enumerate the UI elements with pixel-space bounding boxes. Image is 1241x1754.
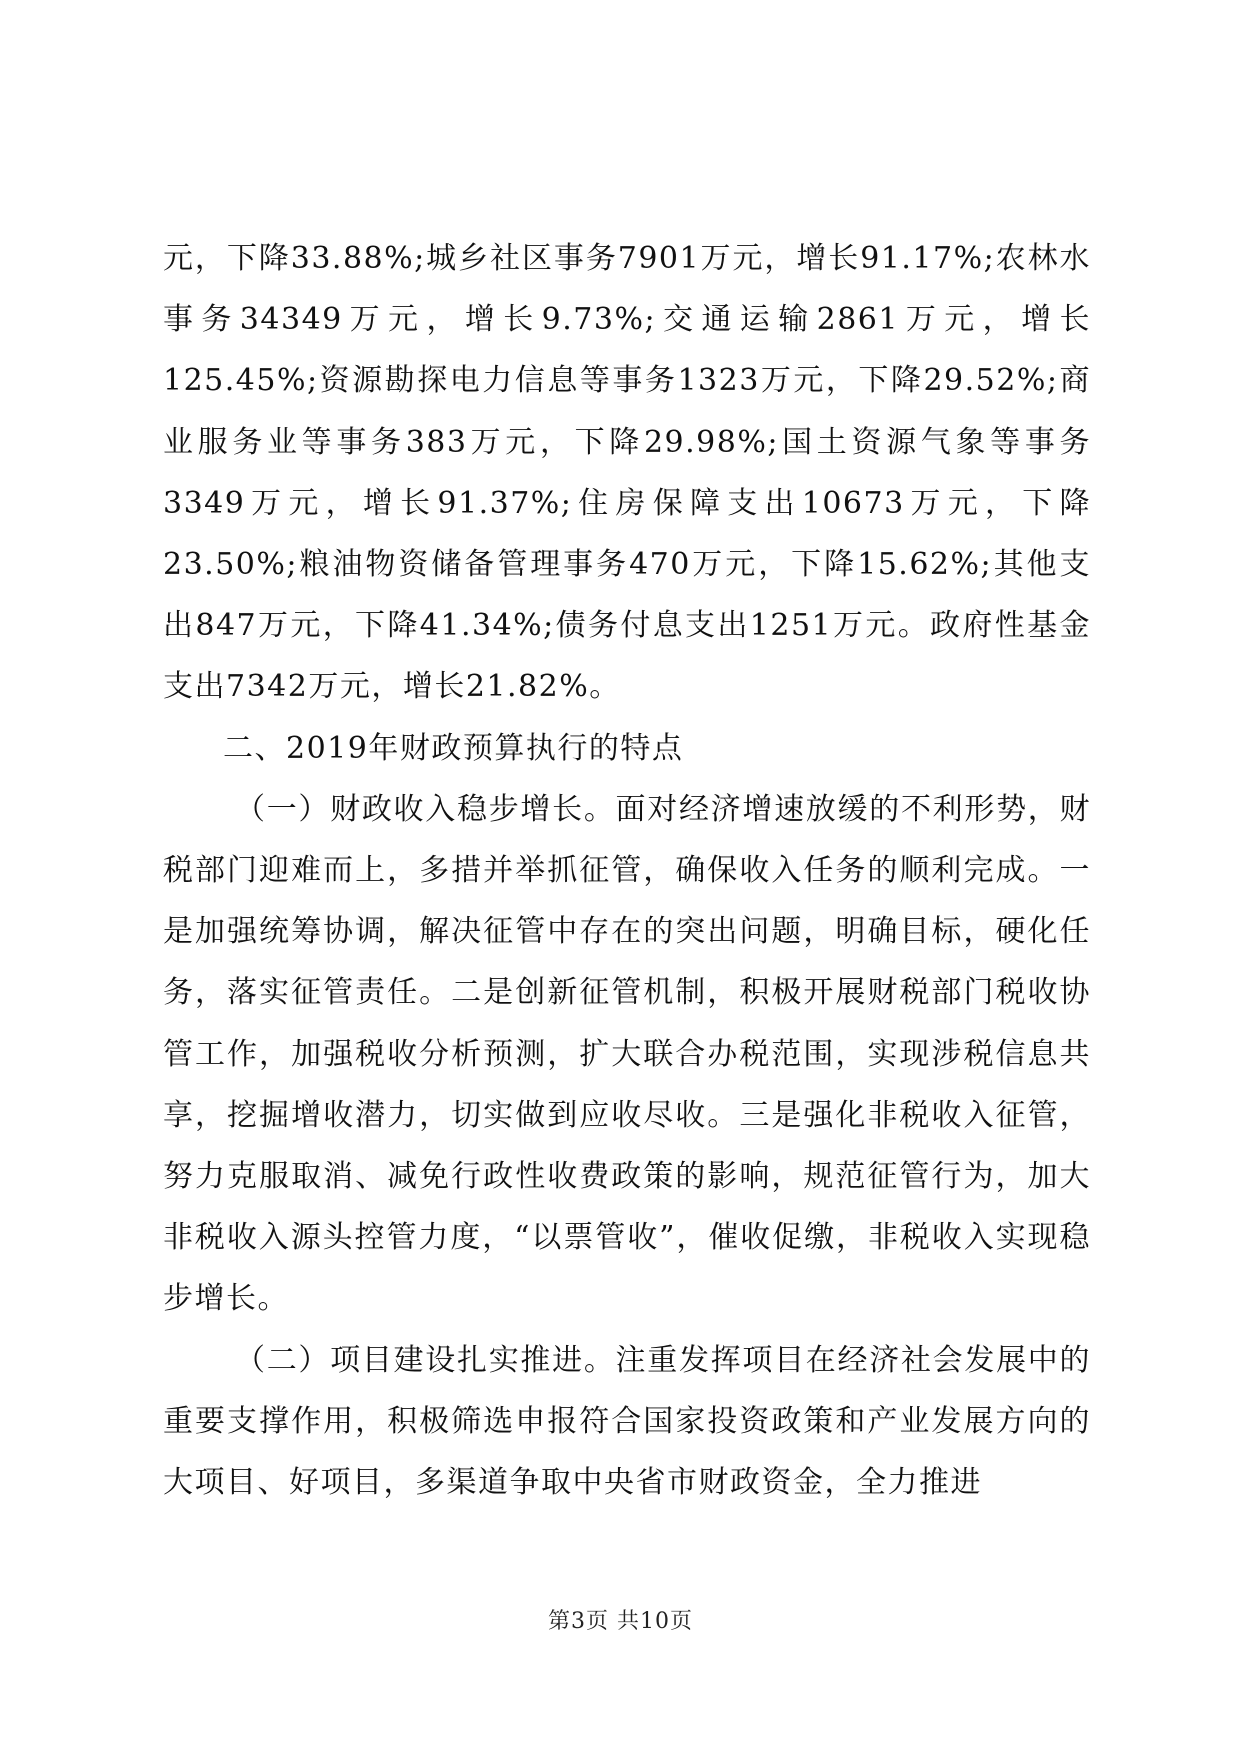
paragraph-revenue-growth: （一）财政收入稳步增长。面对经济增速放缓的不利形势，财税部门迎难而上，多措并举抓征管，确保收入任务的顺利完成。一是加强统筹协调，解决征管中存在的突出问题，明确目标，硬化任务，落实征管责任。二是创新征管机制，积极开展财税部门税收协管工作，加强税收分析预测，扩大联合办税范围，实现涉税信息共享，挖掘增收潜力，切实做到应收尽收。三是强化非税收入征管，努力克服取消、减免行政性收费政策的影响，规范征管行为，加大非税收入源头控管力度，“以票管收”，催收促缴，非税收入实现稳步增长。 <box>163 791 1091 1317</box>
document-body <box>163 228 1091 1513</box>
paragraph-expenditure-continued: 元，下降33.88%;城乡社区事务7901万元，增长91.17%;农林水事务34349万元，增长9.73%;交通运输2861万元，增长125.45%;资源勘探电力信息等事务1323万元，下降29.52%;商业服务业等事务383万元，下降29.98%;国土资源气象等事务3349万元，增长91.37%;住房保障支出10673万元，下降23.50%;粮油物资储备管理事务470万元，下降15.62%;其他支出847万元，下降41.34%;债务付息支出1251万元。政府性基金支出7342万元，增长21.82%。 <box>163 241 1091 705</box>
section-heading: 二、2019年财政预算执行的特点 <box>223 730 684 766</box>
page-footer: 第3页 共10页 <box>548 1609 693 1634</box>
paragraph-project-construction: （二）项目建设扎实推进。注重发挥项目在经济社会发展中的重要支撑作用，积极筛选申报符合国家投资政策和产业发展方向的大项目、好项目，多渠道争取中央省市财政资金，全力推进 <box>163 1342 1091 1501</box>
